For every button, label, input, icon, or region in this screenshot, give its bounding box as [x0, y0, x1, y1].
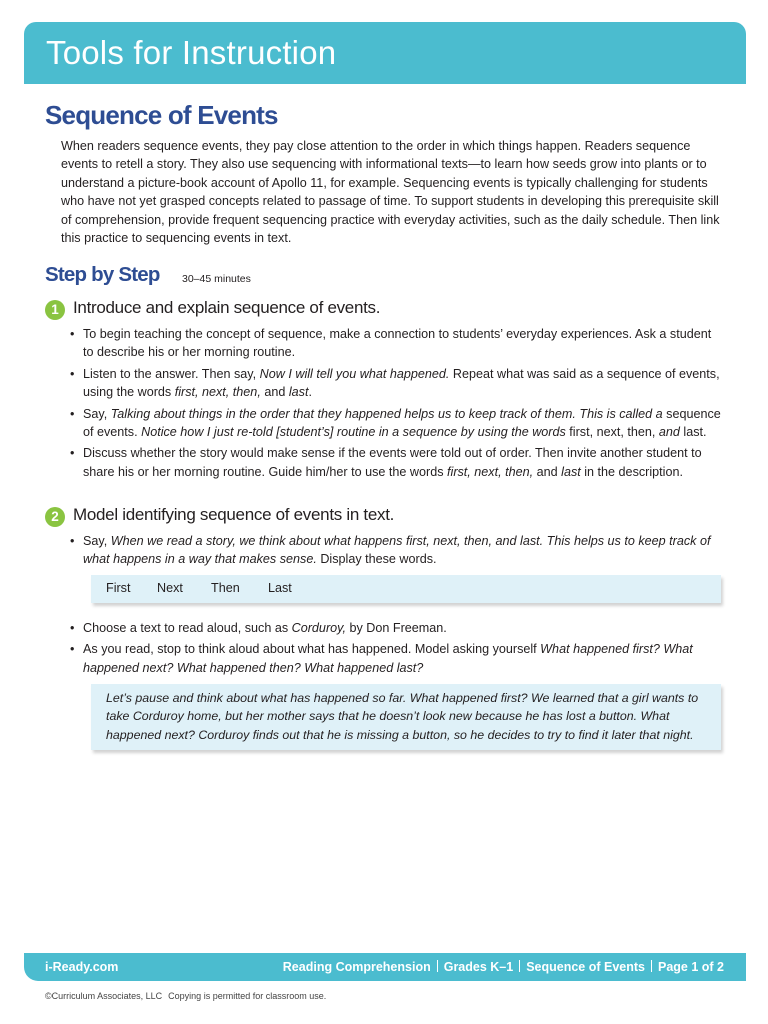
list-item: • Say, Talking about things in the order that they happened helps us to keep track of them. This is called a sequence of events. Notice how I just re-told [student’s] routine in a sequence by using the words first, next, then, and last.: [70, 406, 721, 440]
list-item: • To begin teaching the concept of sequence, make a connection to students’ everyday experiences. Ask a student to describe his or her morning routine.: [70, 327, 712, 360]
header-bar: [24, 22, 746, 84]
footer-topic: Sequence of Events: [526, 960, 645, 974]
list-item: • Choose a text to read aloud, such as Corduroy, by Don Freeman.: [70, 621, 447, 635]
section-title: Sequence of Events: [45, 100, 278, 130]
list-item: • As you read, stop to think aloud about what has happened. Model asking yourself What happened first? What happened next? What happened then? What happened last?: [70, 642, 693, 675]
step-1-heading: Introduce and explain sequence of events.: [73, 298, 381, 317]
divider: [519, 960, 520, 972]
copyright-line: [45, 991, 326, 1001]
copyright-text: ©Curriculum Associates, LLC: [45, 991, 163, 1001]
footer-site-link[interactable]: i-Ready.com: [45, 960, 119, 974]
step-1-bullet-list: [70, 325, 722, 481]
think-aloud-box: [91, 684, 721, 750]
divider: [437, 960, 438, 972]
think-aloud-text: Let’s pause and think about what has happened so far. What happened first? We learned that a girl wants to take Corduroy home, but her mother says that he doesn’t look new because he has lost a button. What happened next? Corduroy finds out that he is missing a button, so he decides to try to find it later that night.: [106, 691, 699, 742]
divider: [651, 960, 652, 972]
footer-info: [283, 960, 724, 974]
step-2-badge: 2: [45, 507, 65, 527]
footer-bar: [24, 953, 746, 981]
footer-subject: Reading Comprehension: [282, 960, 431, 974]
page-number: Page 1 of 2: [658, 960, 724, 974]
sequence-words-box: [91, 575, 721, 603]
step-by-step-heading: Step by Step: [45, 263, 160, 286]
step-1-badge: 1: [45, 300, 65, 320]
step-2-bullet-list: [70, 532, 722, 569]
intro-paragraph: When readers sequence events, they pay close attention to the order in which things happen. Readers sequence events to retell a story. They also use sequencing with informational texts—to learn how seeds grow into plants or to understand a picture-book account of Apollo 11, for example. Sequencing events is typically challenging for students who have not yet grasped concepts related to passage of time. To support students in developing this prerequisite skill of comprehension, provide frequent sequencing practice with everyday activities, such as the daily schedule. Then link this practice to sequencing events in text.: [61, 139, 720, 246]
word-last: Last: [268, 581, 292, 595]
list-item: • Say, When we read a story, we think about what happens first, next, then, and last. This helps us to keep track of what happens in a way that makes sense. Display these words.: [70, 534, 711, 567]
header-title: Tools for Instruction: [46, 34, 337, 71]
footer-grades: Grades K–1: [443, 960, 514, 974]
word-first: First: [106, 581, 131, 595]
list-item: • Listen to the answer. Then say, Now I will tell you what happened. Repeat what was said as a sequence of events, using the words first, next, then, and last.: [70, 366, 720, 400]
step-2-heading: Model identifying sequence of events in text.: [73, 505, 395, 524]
word-then: Then: [211, 581, 240, 595]
time-estimate: 30–45 minutes: [182, 273, 251, 285]
word-next: Next: [157, 581, 183, 595]
step-2-bullet-list-continued: [70, 619, 722, 677]
permission-text: Copying is permitted for classroom use.: [168, 991, 327, 1001]
list-item: • Discuss whether the story would make sense if the events were told out of order. Then invite another student to share his or her morning routine. Guide him/her to use the words first, next, then, and last in the description.: [70, 446, 702, 479]
